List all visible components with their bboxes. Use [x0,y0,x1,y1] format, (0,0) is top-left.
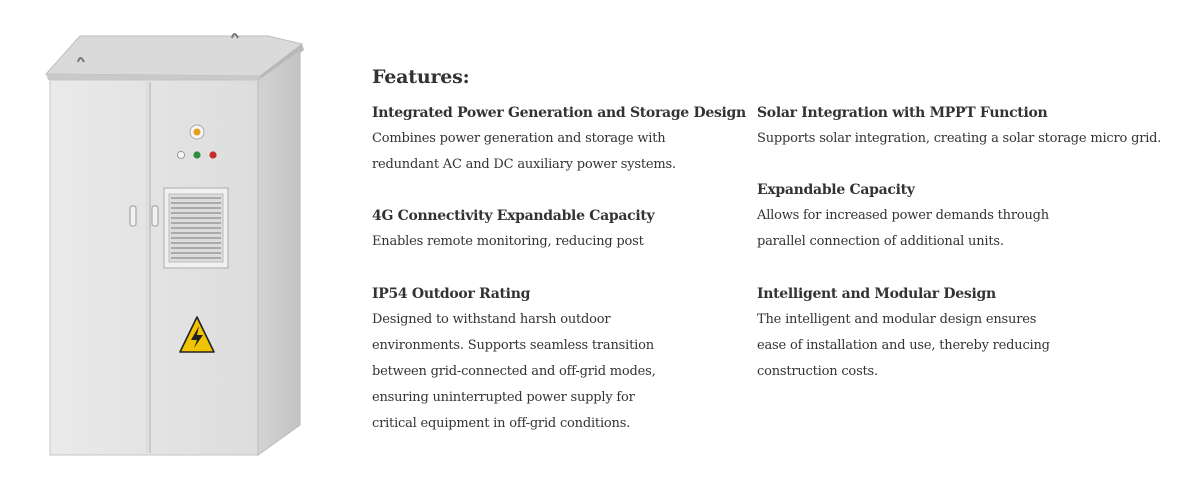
feature-text-line: Allows for increased power demands through [757,208,1049,224]
features-column-right [757,102,1167,412]
feature-heading: Expandable Capacity [757,182,915,199]
feature-integrated-power [372,102,782,178]
feature-heading: Intelligent and Modular Design [757,285,996,302]
feature-heading: IP54 Outdoor Rating [372,285,531,302]
product-image [40,30,340,460]
feature-text-line: Designed to withstand harsh outdoor [372,311,611,327]
feature-heading: Solar Integration with MPPT Function [757,105,1048,121]
feature-text-line: between grid-connected and off-grid modes, [372,364,656,380]
features-column-left [372,102,782,465]
feature-expandable-capacity [757,179,1167,255]
feature-intelligent-modular [757,283,1167,386]
feature-heading: Integrated Power Generation and Storage Design [372,105,746,121]
feature-text-line: Supports solar integration, creating a solar storage micro grid. [757,131,1162,146]
feature-text-line: parallel connection of additional units. [757,234,1004,250]
feature-text-line: Enables remote monitoring, reducing post [372,234,644,250]
feature-heading: 4G Connectivity Expandable Capacity [372,208,655,225]
feature-text-line: The intelligent and modular design ensures [757,311,1037,327]
feature-text-line: construction costs. [757,364,878,380]
feature-text-line: ensuring uninterrupted power supply for [372,390,635,406]
feature-ip54-rating [372,283,782,438]
feature-text-line: critical equipment in off-grid conditions. [372,416,631,432]
feature-4g-connectivity [372,205,782,255]
feature-text-line: Combines power generation and storage with [372,131,666,146]
feature-solar-mppt [757,102,1167,152]
features-title: Features: [372,66,470,88]
feature-text-line: environments. Supports seamless transition [372,337,654,353]
feature-text-line: ease of installation and use, thereby reducing [757,337,1050,353]
feature-text-line: redundant AC and DC auxiliary power systems. [372,157,676,173]
energy-storage-cabinet-icon [40,30,340,460]
